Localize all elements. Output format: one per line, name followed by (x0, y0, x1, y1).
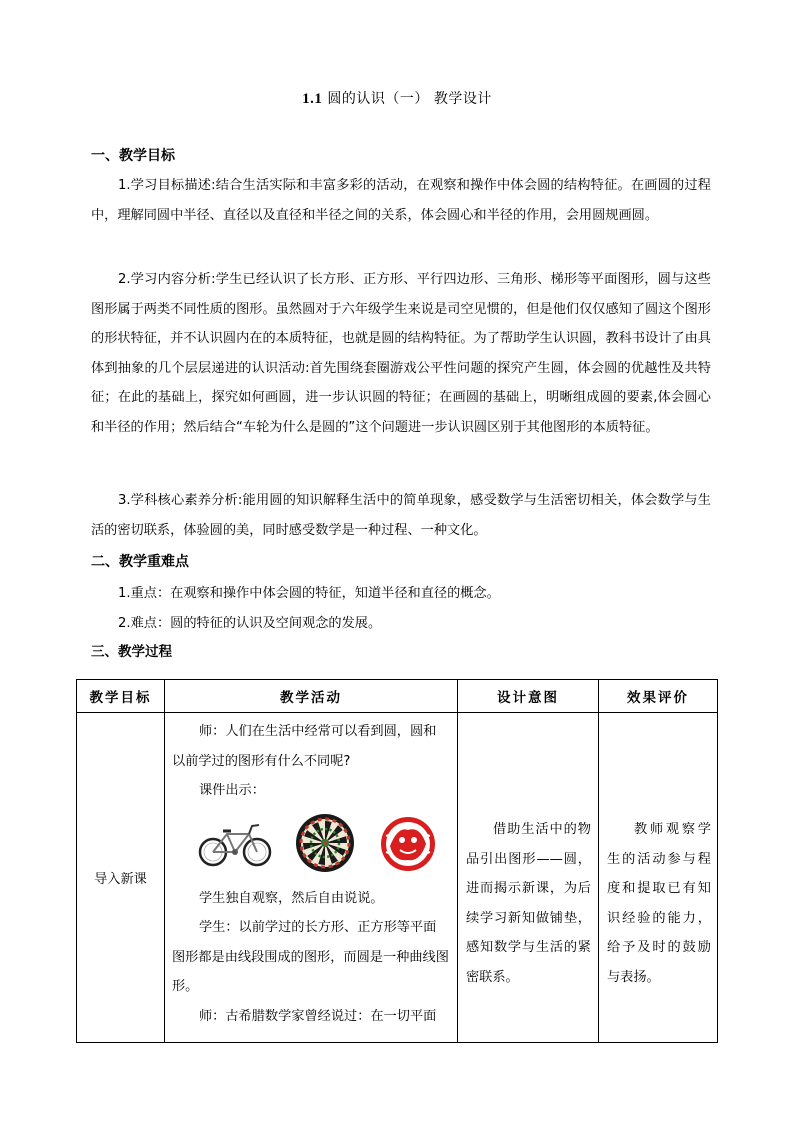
title-text: 圆的认识（一） 教学设计 (327, 91, 492, 107)
objective-paragraph-1: 1.学习目标描述:结合生活实际和丰富多彩的活动，在观察和操作中体会圆的结构特征。在画圆的过程中，理解同圆中半径、直径以及直径和半径之间的关系，体会圆心和半径的作用，会用圆规画圆。 (91, 178, 711, 223)
row-activity-cell (165, 713, 458, 1043)
activity-text-3: 学生独自观察，然后自由说说。 (199, 890, 384, 906)
section-heading-process: 三、教学过程 (91, 644, 172, 660)
activity-text-4: 学生：以前学过的长方形、正方形等平面图形都是由线段围成的图形，而圆是一种曲线图形。 (172, 920, 449, 994)
effect-text: 教师观察学生的活动参与程度和提取已有知识经验的能力，给予及时的鼓励与表扬。 (607, 822, 711, 985)
activity-text-5: 师：古希腊数学家曾经说过：在一切平面 (199, 1008, 437, 1024)
table-header-row (77, 680, 718, 713)
header-effect: 效果评价 (599, 680, 718, 713)
objective-paragraph-3: 3.学科核心素养分析:能用圆的知识解释生活中的简单现象，感受数学与生活密切相关，体会数学与生活的密切联系，体验圆的美，同时感受数学是一种过程、一种文化。 (91, 493, 711, 538)
dartboard-image (295, 813, 355, 873)
page-title (0, 88, 794, 108)
difficulty-line: 2.难点：圆的特征的认识及空间观念的发展。 (118, 616, 382, 631)
row-effect-cell (599, 713, 718, 1043)
section-heading-objectives: 一、教学目标 (91, 148, 175, 164)
header-goal: 教学目标 (77, 680, 165, 713)
objective-paragraph-2: 2.学习内容分析:学生已经认识了长方形、正方形、平行四边形、三角形、梯形等平面图形，圆与这些图形属于两类不同性质的图形。虽然圆对于六年级学生来说是司空见惯的，但是他们仅仅感知了圆这个图形的形状特征，并不认识圆内在的本质特征，也就是圆的结构特征。为了帮助学生认识圆，教科书设计了由具体到抽象的几个层层递进的认识活动:首先围绕套圈游戏公平性问题的探究产生圆，体会圆的优越性及共特征；在此的基础上，探究如何画圆，进一步认识圆的特征；在画圆的基础上，明晰组成圆的要素,体会圆心和半径的作用；然后结合“车轮为什么是圆的”这个问题进一步认识圆区别于其他图形的本质特征。 (91, 272, 711, 435)
row-purpose-cell (458, 713, 599, 1043)
section-heading-key-points: 二、教学重难点 (91, 554, 189, 570)
table-row (77, 713, 718, 1043)
courseware-images (165, 806, 457, 884)
title-number: 1.1 (302, 91, 323, 107)
purpose-text: 借助生活中的物品引出图形——圆，进而揭示新课，为后续学习新知做铺垫，感知数学与生活的紧密联系。 (466, 822, 591, 985)
activity-text-1: 师：人们在生活中经常可以看到圆，圆和以前学过的图形有什么不同呢? (172, 724, 437, 769)
header-purpose: 设计意图 (458, 680, 599, 713)
key-point-line: 1.重点：在观察和操作中体会圆的特征，知道半径和直径的概念。 (118, 586, 500, 601)
bicycle-image (197, 820, 275, 868)
teaching-process-table (76, 679, 718, 1043)
header-activity: 教学活动 (165, 680, 458, 713)
row-goal-cell: 导入新课 (77, 713, 165, 1043)
activity-text-2: 课件出示： (199, 783, 265, 798)
papercut-circle-image (380, 816, 436, 872)
